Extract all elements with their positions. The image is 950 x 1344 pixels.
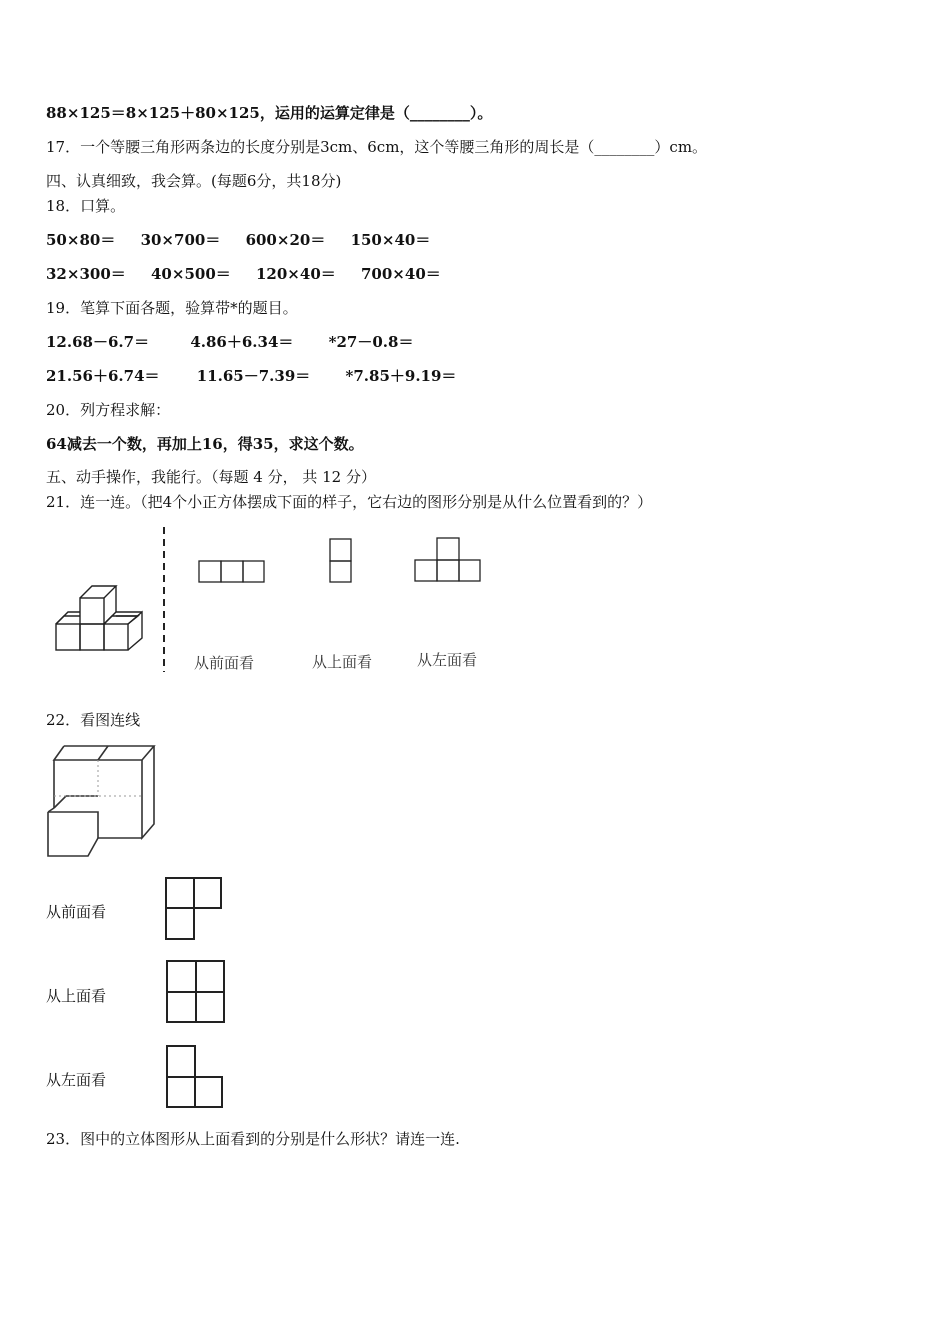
question-17-text: 17．一个等腰三角形两条边的长度分别是3cm、6cm，这个等腰三角形的周长是（________）cm。 [46, 138, 708, 156]
calc-item: 600×20＝ [245, 231, 326, 249]
question-19-row-2 [46, 367, 456, 385]
section-5-heading: 五、动手操作，我能行。（每题 4 分， 共 12 分） [46, 468, 376, 486]
question-19-row-1 [46, 333, 413, 351]
question-16-text: 88×125＝8×125＋80×125，运用的运算定律是（________）。 [46, 104, 493, 122]
calc-item: 4.86＋6.34＝ [190, 333, 294, 351]
calc-item: 11.65－7.39＝ [196, 367, 311, 385]
q21-view-shape-3 [414, 537, 482, 583]
q22-label-top: 从上面看 [46, 987, 107, 1005]
q21-label-front: 从前面看 [194, 654, 255, 672]
q21-label-left: 从左面看 [417, 651, 478, 669]
question-18-row-1 [46, 231, 430, 249]
q21-label-top: 从上面看 [312, 653, 373, 671]
q22-view-shape-3 [165, 1044, 225, 1110]
q22-view-shape-2 [165, 959, 227, 1025]
calc-item: *27－0.8＝ [328, 333, 414, 351]
dashed-divider [161, 527, 167, 672]
calc-item: 150×40＝ [350, 231, 431, 249]
calc-item: 120×40＝ [256, 265, 336, 283]
calc-item: 21.56＋6.74＝ [46, 367, 160, 385]
q22-view-shape-1 [164, 876, 224, 942]
calc-item: 32×300＝ [46, 265, 126, 283]
question-23-title: 23．图中的立体图形从上面看到的分别是什么形状？请连一连. [46, 1130, 460, 1148]
question-20-text: 64减去一个数，再加上16，得35，求这个数。 [46, 435, 364, 453]
question-22-title: 22．看图连线 [46, 711, 141, 729]
question-18-title: 18．口算。 [46, 197, 126, 215]
q21-view-shape-1 [198, 560, 266, 584]
q22-solid-figure [46, 742, 158, 860]
q22-label-front: 从前面看 [46, 903, 107, 921]
calc-item: 50×80＝ [46, 231, 116, 249]
calc-item: 700×40＝ [361, 265, 441, 283]
question-20-title: 20．列方程求解： [46, 401, 171, 419]
calc-item: 12.68－6.7＝ [46, 333, 150, 351]
q21-view-shape-2 [329, 538, 353, 584]
q21-cube-stack-figure [50, 580, 150, 655]
q22-label-left: 从左面看 [46, 1071, 107, 1089]
calc-item: 40×500＝ [151, 265, 231, 283]
section-4-heading: 四、认真细致，我会算。(每题6分，共18分) [46, 172, 342, 190]
question-18-row-2 [46, 265, 441, 283]
calc-item: *7.85＋9.19＝ [345, 367, 457, 385]
question-19-title: 19．笔算下面各题，验算带*的题目。 [46, 299, 298, 317]
calc-item: 30×700＝ [140, 231, 221, 249]
question-21-title: 21．连一连。（把4个小正方体摆成下面的样子，它右边的图形分别是从什么位置看到的？） [46, 493, 653, 511]
